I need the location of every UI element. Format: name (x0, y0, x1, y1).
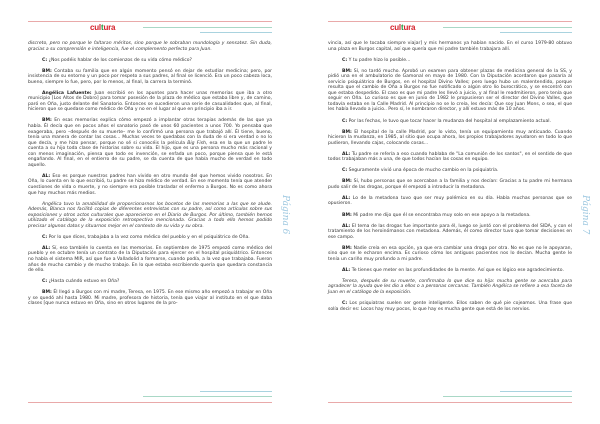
paragraph-text: Lo de la metadona tuvo que ser muy polémico en su día. Había muchas personas que se opusieron. (328, 195, 572, 207)
paragraph (28, 279, 272, 285)
paragraph-text: Teresa, después de su muerte, confirmaba lo que dice su hija: mucha gente se acercaba para agradecer la ayuda que les dio a ellos o a personas cercanas. También Angélica se refiere a esa faceta de Juan en el catálogo de la exposición. (328, 278, 572, 295)
speaker-label: BM: (342, 245, 352, 251)
cultura-logo (390, 23, 415, 32)
speaker-label: C: (42, 279, 48, 285)
page-7 (300, 0, 600, 424)
header-rule-teal (500, 32, 572, 33)
paragraph-text: Y tu padre hizo lo posible... (347, 57, 411, 63)
paragraph-text: ¿Nos podéis hablar de los comienzos de su vida cómo médico? (47, 57, 192, 63)
paragraph-text: , esa en la que un padre le cuenta a su hijo toda clase de historias sobre su vida. El hijo, que es una persona mucho más racional y con menos imaginación, piensa que todo es invención, se enfada un poco, porque piensa que le está engañando. Al final, en el entierro de su padre, se da cuenta de que había mucho de verdad en todo aquello. (28, 140, 272, 168)
paragraph (328, 119, 572, 125)
article-body (328, 41, 572, 318)
logo-text: ura (103, 23, 116, 32)
paragraph (328, 69, 572, 113)
header-rule-red (28, 21, 272, 22)
header-rule-teal (200, 32, 272, 33)
speaker-label: AL: (42, 245, 51, 251)
footer-rule-red (28, 402, 272, 403)
speaker-label: C: (342, 168, 348, 174)
logo-text: cul (390, 23, 401, 32)
paragraph (28, 91, 272, 113)
speaker-label: BM: (42, 68, 52, 74)
speaker-label: C: (42, 57, 48, 63)
speaker-label: AL: (342, 151, 351, 157)
paragraph-text: Angélica tuvo la amabilidad de proporcionarnos los bocetos de las memorias a las que se alude. Además, Blanca nos facilitó copias de diferentes entrevistas con su padre, así como artículos sobre sus exposiciones y otros actos culturales que aparecieron en el Diario de Burgos. Por último, también hemos utilizado el catálogo de la exposición retrospectiva mencionada. Gracias a todo ello hemos podido precisar algunos datos y situarnos mejor en el contexto de su vida y su obra. (28, 201, 272, 229)
logo-accent: t (400, 23, 404, 32)
paragraph (28, 58, 272, 64)
speaker-label: Angélica Lafuente: (42, 90, 92, 96)
paragraph-text: El tema de las drogas fue importante para él, luego se juntó con el problema del SIDA, y con el tratamiento de los heroinómanos con metadona. Además, él como director tuvo que tomar decisiones en ese campo. (328, 223, 572, 240)
paragraph (328, 196, 572, 207)
paragraph-text: En esas memorias explica cómo empezó a implantar otras terapias además de las que ya había. Él decía que en pocos años el sanatorio pasó de unos 60 pacientes a unos 700. Yo pensaba que exageraba, pero –después de su muerte– me lo confirmó una persona que trabajó allí. Él tiene, bueno, tenía una manera de contar las cosas... Muchas veces te quedabas con la duda de si era verdad o no lo que decía, y me hizo pensar, porque no sé si conocéis la película (28, 118, 272, 146)
paragraph-text: Eso es porque nuestros padres han vivido en otro mundo del que hemos vivido nosotros. En Oña, lo cuenta en lo que escribió, tu padre se hizo médico de verdad. En ese momento tenía que atender cuestiones de vida o muerte, y no siempre era posible trasladar el enfermo a Burgos. No es como ahora que hay muchos más medios. (28, 173, 272, 196)
paragraph (328, 41, 572, 52)
speaker-label: BM: (342, 212, 352, 218)
paragraph-text: Tu padre se refería a eso cuando hablaba de "La comunión de los santos", en el sentido de que todos trabajaban más a una, de que todos hacían las cosas en equipo. (328, 151, 572, 163)
paragraph-text: Nadie creía en esa opción, ya que era cambiar una droga por otra. No es que no le apoyaran, sino que se le echaron encima. Es curioso cómo los antiguos pacientes nos lo decían. Mucha gente le tenía un cariño muy profundo a mi padre. (328, 245, 572, 262)
cultura-logo (90, 23, 115, 32)
speaker-label: BM: (42, 118, 52, 124)
paragraph-text: El hospital de la calle Madrid, por lo visto, tenía un equipamiento muy anticuado. Cuando hicieron la mudanza, en 1985, al sitio que ocupa ahora, los propios trabajadores ayudaron en todo lo que pudieron, llevando cajas, colocando cosas... (328, 129, 572, 146)
header-rule-green (143, 27, 272, 28)
speaker-label: C: (342, 57, 348, 63)
paragraph (328, 279, 572, 296)
paragraph (328, 58, 572, 64)
paragraph (28, 41, 272, 52)
paragraph-text: Mi padre me dijo que él se encontraba muy solo en ese apoyo a la metadona. (351, 212, 531, 218)
speaker-label: BM: (342, 129, 352, 135)
speaker-label: AL: (342, 223, 351, 229)
paragraph (28, 202, 272, 230)
paragraph (328, 130, 572, 147)
paragraph (28, 235, 272, 241)
page-number: Página 7 (580, 195, 590, 235)
paragraph-text: Los psiquiatras suelen ser gente inteligente. Ellos saben de qué pie cojeamos. Una frase que solía decir es: Locos hay muy pocos, lo que hay es mucha gente que está de los nervios. (328, 301, 572, 312)
footer-rule-red (328, 402, 572, 403)
speaker-label: BM: (342, 68, 352, 74)
speaker-label: C: (42, 234, 48, 240)
paragraph-text: ¿Hasta cuándo estuvo en Oña? (47, 279, 120, 285)
paragraph-text: Por las fechas, le tuvo que tocar hacer la mudanza del hospital al emplazamiento actual. (347, 118, 552, 124)
paragraph (28, 290, 272, 307)
speaker-label: C: (342, 118, 348, 124)
speaker-label: AL: (42, 173, 51, 179)
paragraph (328, 168, 572, 174)
speaker-label: AL: (342, 267, 351, 273)
page-number: Página 6 (280, 195, 290, 235)
footer-rule-green (443, 396, 572, 397)
footer-rule-teal (200, 391, 272, 392)
paragraph (328, 246, 572, 263)
speaker-label: AL: (342, 195, 351, 201)
paragraph (28, 118, 272, 168)
logo-text: cul (90, 23, 101, 32)
paragraph-text: Él llegó a Burgos con mi madre, Teresa, en 1975. En ese mismo año empezó a trabajar en Oña y se quedó ahí hasta 1980. Mi madre, profesora de historia, tenía que viajar al instituto en el que daba clases [que nunca estuvo en Oña, sino en otros lugares de la pro- (28, 290, 272, 307)
header-rule-red (328, 21, 572, 22)
article-body (28, 41, 272, 312)
paragraph (328, 224, 572, 241)
paragraph-text: Te tienes que meter en las profundidades de la mente. Así que es lógico ese agradecimiento. (350, 267, 564, 273)
footer-rule-teal (500, 391, 572, 392)
footer-rule-green (143, 396, 272, 397)
paragraph-text: Por lo que dices, trabajaba a la vez como médico del pueblo y en el psiquiátrico de Oña. (47, 234, 250, 240)
logo-accent: t (100, 23, 104, 32)
paragraph (328, 301, 572, 312)
paragraph (28, 174, 272, 196)
paragraph-text: vincia, así que le tocaba siempre viajar] y mis hermanos ya habían nacido. En el curso 1979-80 obtuvo una plaza en Burgos capital, así que quería que mi padre también trabajara allí. (328, 41, 572, 52)
speaker-label: C: (342, 301, 348, 307)
paragraph-text: Sí, hubo personas que se acercaban a la familia y nos decían: Gracias a tu padre mi hermana pudo salir de las drogas, porque él empezó a introducir la metadona. (328, 179, 572, 190)
paragraph-text: Sí, no tardó mucho. Aprobó un examen para obtener plazas de medicina general de la SS, y pidió una en el ambulatorio de Gamonal en mayo de 1980. Con la Diputación acordaron que pasaría al servicio psiquiátrico de Burgos, en el hospital Divino Valles; pero luego hubo un malentendido, porque resulta que el cambio de Oña a Burgos no fue notificado o algún otro lío burocrático, y se encontró con que estaba despedido. El caso es que mi padre les llevó a juicio, y al final le readmitieron, pero tenía que seguir en Oña. Lo curioso es que en junio de 1982 le propusieron ser el director del Divino Valles, que todavía estaba en la Calle Madrid. Al principio no se lo creía, les decía: Que soy Juan Mons, o sea, el que les había llevado a juicio.. Pero sí, le nombraron director, y allí estuvo más de 10 años. (328, 68, 572, 113)
header-rule-green (443, 27, 572, 28)
paragraph-text: Sí, eso también lo cuenta en las memorias. En septiembre de 1975 empezó como médico del pueblo y en octubre tenía un contrato de la Diputación para ejercer en el hospital psiquiátrico. Entonces no había el sistema MIR, así que fue a Valladolid a formarse, cuando podía, a la vez que trabajaba. Fueron años de mucho cambio y de mucho trabajo. En lo que estaba escribiendo quería que quedara constancia de ello. (28, 245, 272, 274)
paragraph (328, 213, 572, 219)
speaker-label: BM: (42, 290, 52, 296)
paragraph (28, 69, 272, 86)
paragraph (328, 179, 572, 190)
paragraph-text: discreto, pero no porque le faltaran méritos, sino porque le sobraban mundología y sensatez. Sin duda, gracias a su comprensión e inteligencia, fue el complemento perfecto para Juan. (28, 41, 272, 52)
paragraph (328, 152, 572, 163)
speaker-label: BM: (342, 179, 352, 185)
paragraph (328, 268, 572, 274)
logo-text: ura (403, 23, 416, 32)
paragraph-text: Seguramente vivió una época de mucho cambio en la psiquiatría. (347, 168, 499, 174)
paragraph-text: Juan escribió en los apuntes para hacer unas memorias que iba a otro municipio [Los Altos de Dobro] para tomar posesión de la plaza de médico que estaba libre y, de camino, paró en Oña, justo delante del Sanatorio. Entonces se sucedieron una serie de casualidades que, al final, hicieron que se quedase como médico de Oña y no en el lugar al que en principio iba a ir. (28, 90, 272, 113)
paragraph (28, 246, 272, 274)
paragraph-text: Big Fish (187, 140, 206, 146)
paragraph-text: Contaba su familia que en algún momento pensó en dejar de estudiar medicina; pero, por insistencia de su entorno y un poco por respeto a sus padres, al final se licenció. Era un poco cabeza loca, bueno, siempre lo fue, pero, por lo menos, al final, la carrera la terminó. (28, 68, 272, 85)
